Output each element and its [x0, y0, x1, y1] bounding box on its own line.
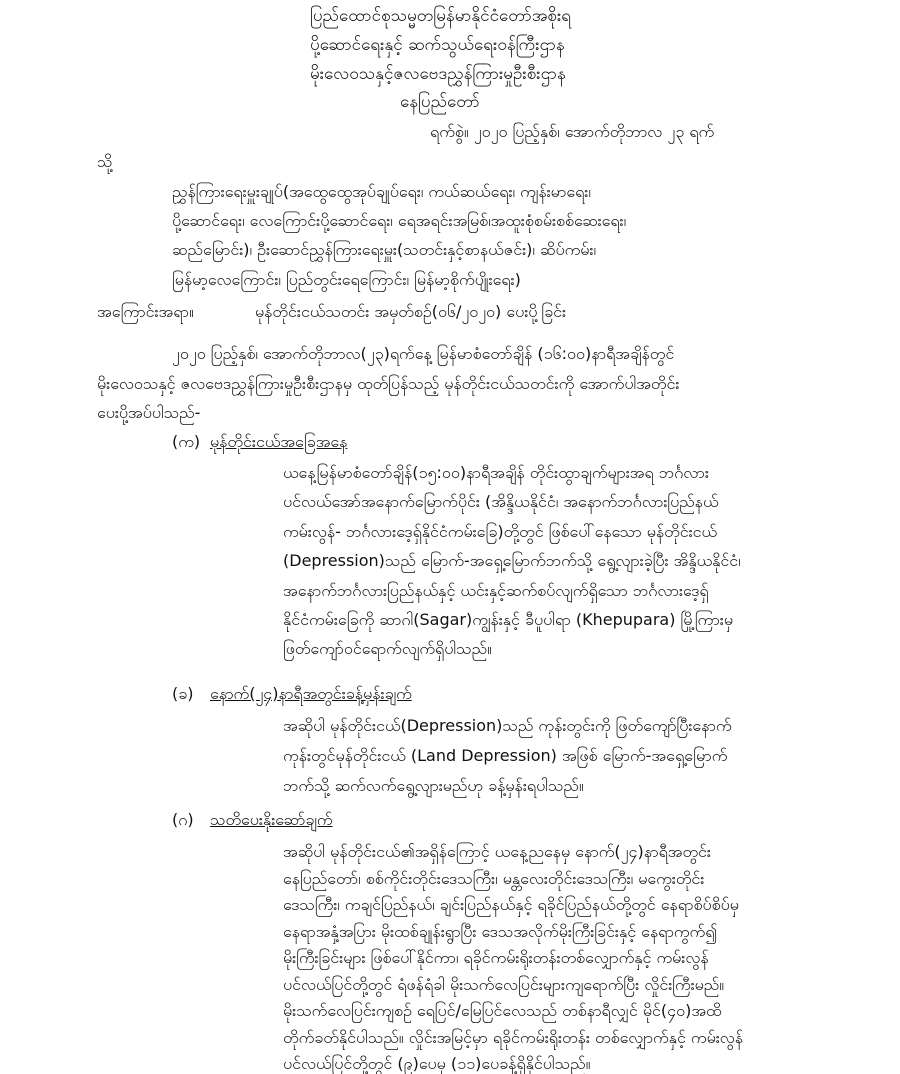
department-title: မိုးလေဝသနှင့်ဇလဗေဒညွှန်ကြားမှုဦးစီးဌာန [310, 64, 566, 84]
section-marker: (ခ) [172, 684, 194, 703]
section-line: ပင်လယ်ပြင်တို့တွင် ရံဖန်ရံခါ မိုးသက်လေပြင်းများကျရောက်ပြီး လှိုင်းကြီးမည်။ [283, 974, 725, 994]
to-label: သို့ [97, 152, 113, 171]
section-heading: နောက်(၂၄)နာရီအတွင်းခန့်မှန်းချက် [210, 684, 412, 703]
section-line: (Depression)သည် မြောက်-အရှေ့မြောက်ဘက်သို့ ရွေ့လျားခဲ့ပြီး အိန္ဒိယနိုင်ငံ၊ [283, 551, 741, 570]
section-line: နေရာအနှံ့အပြား မိုးထစ်ချုန်းရွာပြီး ဒေသအလိုက်မိုးကြီးခြင်းနှင့် နေရာကွက်၍ [283, 921, 718, 941]
section-line: ကမ်းလွန်- ဘင်္ဂလားဒေ့ရှ်နိုင်ငံကမ်းခြေ)တို့တွင် ဖြစ်ပေါ်နေသော မုန်တိုင်းငယ် [283, 522, 718, 541]
section-heading: သတိပေးနိုးဆော်ချက် [210, 810, 333, 829]
ministry-title: ပို့ဆောင်ရေးနှင့် ဆက်သွယ်ရေးဝန်ကြီးဌာန [310, 35, 565, 55]
city-name: နေပြည်တော် [400, 92, 480, 112]
subject-text: မုန်တိုင်းငယ်သတင်း အမှတ်စဉ်(၀၆/၂၀၂၀) ပေးပို့ခြင်း [255, 302, 567, 321]
section-line: ယနေ့မြန်မာစံတော်ချိန်(၁၅:၀၀)နာရီအချိန် တိုင်းထွာချက်များအရ ဘင်္ဂလား [283, 463, 709, 482]
section-line: နိုင်ငံကမ်းခြေကို ဆာဂါ(Sagar)ကျွန်းနှင့် ခီပူပါရာ (Khepupara) မြို့ကြားမှ [283, 610, 733, 629]
section-line: မိုးသက်လေပြင်းကျစဉ် ရေပြင်/မြေပြင်လေသည် တစ်နာရီလျှင် မိုင်(၄၀)အထိ [283, 1001, 722, 1020]
section-line: ပင်လယ်ပြင်တို့တွင် (၉)ပေမှ (၁၁)ပေခန့်ရှိနိုင်ပါသည်။ [283, 1054, 591, 1073]
recipient-line: ဆည်မြောင်း)၊ ဦးဆောင်ညွှန်ကြားရေးမှူး(သတင်းနှင့်စာနယ်ဇင်း)၊ ဆိပ်ကမ်း၊ [172, 240, 596, 259]
recipient-line: မြန်မာ့လေကြောင်း၊ ပြည်တွင်းရေကြောင်း၊ မြန်မာ့စိုက်ပျိုးရေး) [172, 270, 521, 289]
section-heading: မုန်တိုင်းငယ်အခြေအနေ [210, 432, 348, 451]
intro-line: မိုးလေဝသနှင့် ဇလဗေဒညွှန်ကြားမှုဦးစီးဌာနမှ ထုတ်ပြန်သည့် မုန်တိုင်းငယ်သတင်းကို အောက်ပါအတိုင်း [97, 374, 680, 393]
recipient-line: ညွှန်ကြားရေးမှူးချုပ်(အထွေထွေအုပ်ချုပ်ရေး၊ ကယ်ဆယ်ရေး၊ ကျန်းမာရေး၊ [172, 182, 591, 201]
letter-date: ရက်စွဲ။ ၂၀၂၀ ပြည့်နှစ်၊ အောက်တိုဘာလ ၂၃ ရက် [430, 122, 715, 141]
section-line: မိုးကြီးခြင်းများ ဖြစ်ပေါ်နိုင်ကာ၊ ရခိုင်ကမ်းရိုးတန်းတစ်လျှောက်နှင့် ကမ်းလွန် [283, 948, 709, 967]
intro-line: ပေးပို့အပ်ပါသည်- [97, 403, 201, 422]
section-line: နေပြည်တော်၊ စစ်ကိုင်းတိုင်းဒေသကြီး၊ မန္တလေးတိုင်းဒေသကြီး၊ မကွေးတိုင်း [283, 868, 705, 888]
intro-line: ၂၀၂၀ ပြည့်နှစ်၊ အောက်တိုဘာလ(၂၃)ရက်နေ့ မြန်မာစံတော်ချိန် (၁၆:၀၀)နာရီအချိန်တွင် [172, 344, 675, 363]
section-line: ပင်လယ်အော်အနောက်မြောက်ပိုင်း (အိန္ဒိယနိုင်ငံ၊ အနောက်ဘင်္ဂလားပြည်နယ် [283, 492, 719, 511]
section-marker: (က) [172, 432, 201, 451]
section-line: တိုက်ခတ်နိုင်ပါသည်။ လှိုင်းအမြင့်မှာ ရခိုင်ကမ်းရိုးတန်း တစ်လျှောက်နှင့် ကမ်းလွန် [283, 1027, 744, 1047]
section-line: အနောက်ဘင်္ဂလားပြည်နယ်နှင့် ယင်းနှင့်ဆက်စပ်လျက်ရှိသော ဘင်္ဂလားဒေ့ရှ် [283, 581, 709, 600]
recipient-line: ပို့ဆောင်ရေး၊ လေကြောင်းပို့ဆောင်ရေး၊ ရေအရင်းအမြစ်၊အထူးစုံစမ်းစစ်ဆေးရေး၊ [172, 211, 627, 230]
section-line: ဒေသကြီး၊ ကချင်ပြည်နယ်၊ ချင်းပြည်နယ်နှင့် ရခိုင်ပြည်နယ်တို့တွင် နေရာစိပ်စိပ်မှ [283, 895, 739, 914]
section-line: အဆိုပါ မုန်တိုင်းငယ်(Depression)သည် ကုန်းတွင်းကို ဖြတ်ကျော်ပြီးနောက် [283, 716, 732, 735]
subject-label: အကြောင်းအရာ။ [97, 302, 194, 321]
section-line: အဆိုပါ မုန်တိုင်းငယ်၏အရှိန်ကြောင့် ယနေ့ညနေမှ နောက်(၂၄)နာရီအတွင်း [283, 842, 711, 861]
section-marker: (ဂ) [172, 810, 194, 829]
government-title: ပြည်ထောင်စုသမ္မတမြန်မာနိုင်ငံတော်အစိုးရ [310, 6, 572, 26]
section-line: ကုန်းတွင်မုန်တိုင်းငယ် (Land Depression) အဖြစ် မြောက်-အရှေ့မြောက် [283, 746, 728, 765]
section-line: ဖြတ်ကျော်ဝင်ရောက်လျက်ရှိပါသည်။ [283, 639, 492, 658]
section-line: ဘက်သို့ ဆက်လက်ရွေ့လျားမည်ဟု ခန့်မှန်းရပါသည်။ [283, 776, 584, 795]
